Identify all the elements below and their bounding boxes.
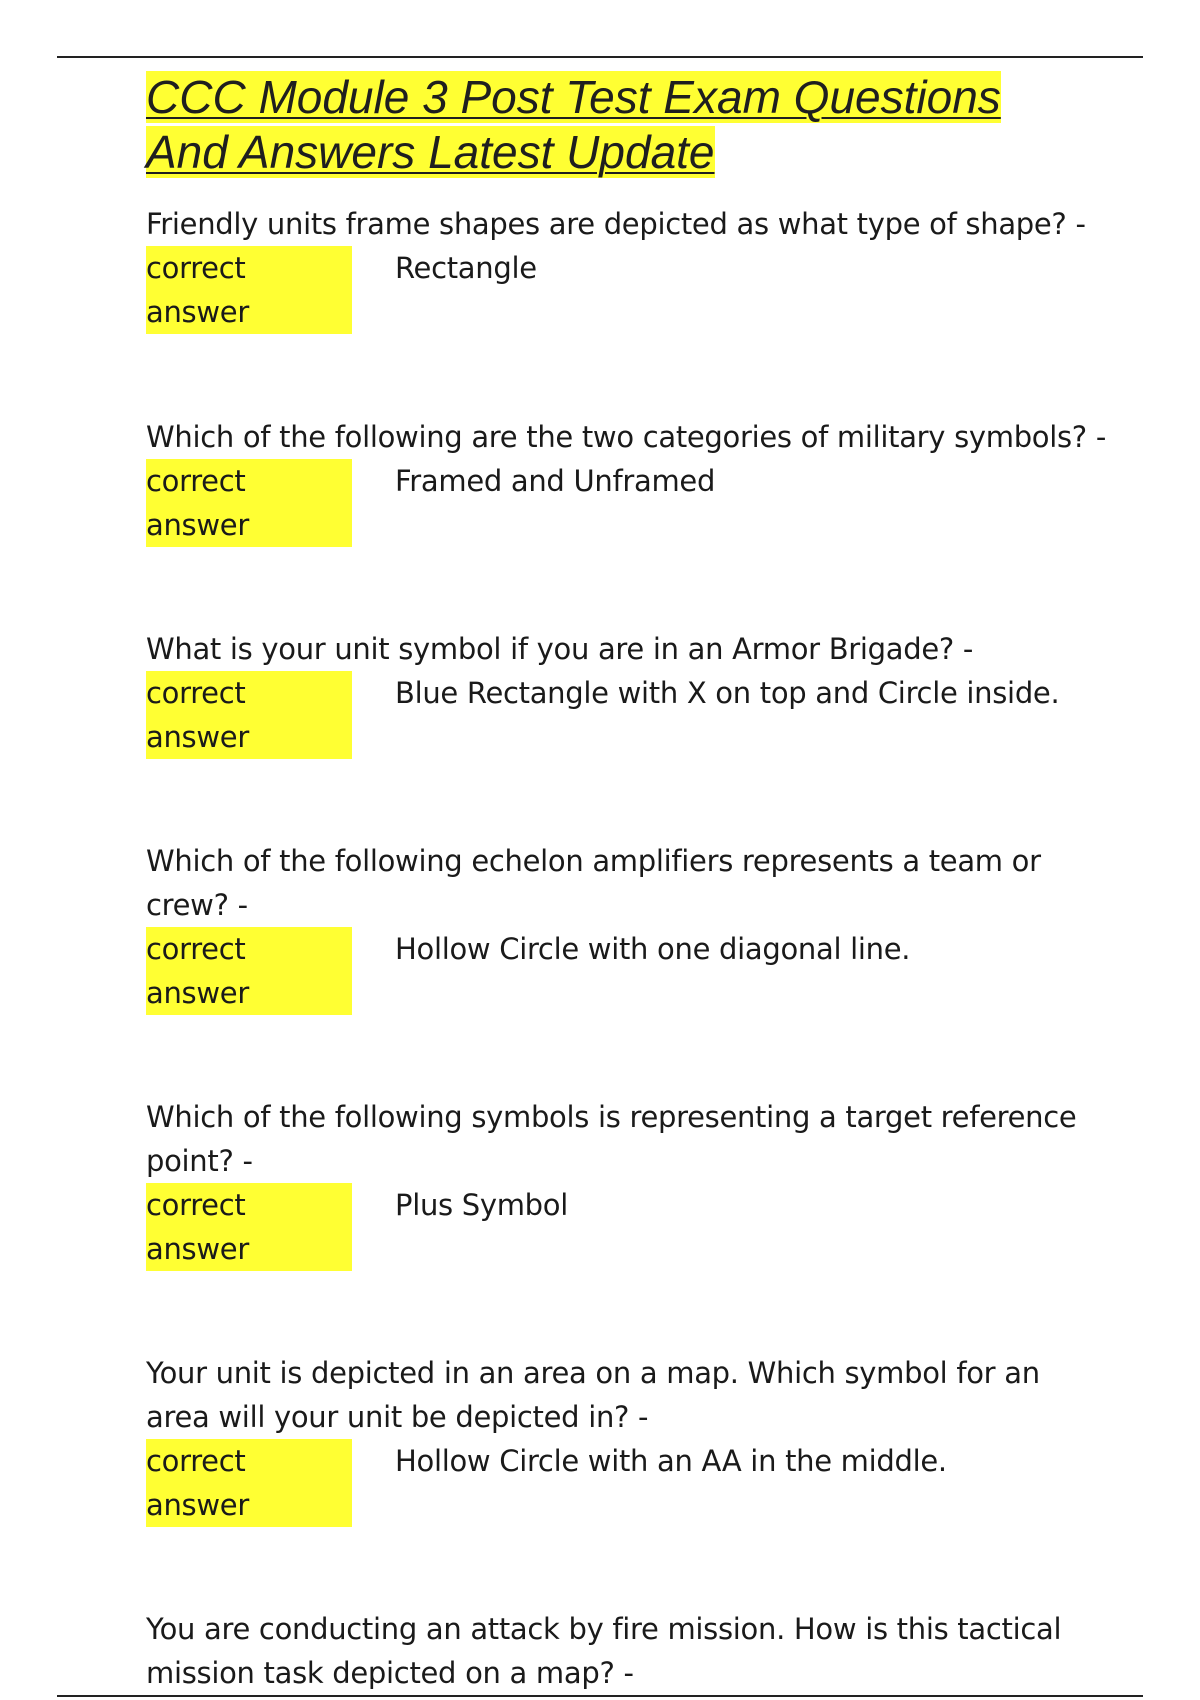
answer-label: correct answer [146,671,352,759]
answer-row [146,246,1146,334]
qa-item-1 [146,202,1146,334]
qa-item-7 [146,1607,1146,1695]
document-body [146,70,1146,1695]
answer-label: correct answer [146,927,352,1015]
answer-text: Rectangle [395,251,537,285]
question-text: Your unit is depicted in an area on a map. Which symbol for an area will your unit be depicted in? - [146,1356,1040,1434]
answer-label: correct answer [146,1183,352,1271]
answer-row [146,1439,1146,1527]
answer-row [146,459,1146,547]
qa-item-6 [146,1351,1146,1527]
qa-item-2 [146,415,1146,547]
question-text: You are conducting an attack by fire mission. How is this tactical mission task depicted on a map? - [146,1612,1062,1690]
answer-label: correct answer [146,1439,352,1527]
question-text: Friendly units frame shapes are depicted as what type of shape? - [146,207,1086,241]
answer-label: correct answer [146,246,352,334]
answer-text: Plus Symbol [395,1188,568,1222]
question-text: Which of the following are the two categories of military symbols? - [146,420,1106,454]
answer-row [146,927,1146,1015]
answer-text: Blue Rectangle with X on top and Circle inside. [395,676,1060,710]
question-text: Which of the following echelon amplifiers represents a team or crew? - [146,844,1041,922]
document-title-line-1: CCC Module 3 Post Test Exam Questions [146,71,1001,123]
qa-item-4 [146,839,1146,1015]
question-text: What is your unit symbol if you are in an Armor Brigade? - [146,632,974,666]
answer-text: Hollow Circle with an AA in the middle. [395,1444,947,1478]
bottom-rule [57,1695,1143,1697]
qa-item-5 [146,1095,1146,1271]
answer-text: Hollow Circle with one diagonal line. [395,932,911,966]
answer-label: correct answer [146,459,352,547]
document-title [146,70,1146,180]
top-rule [57,56,1143,58]
question-text: Which of the following symbols is representing a target reference point? - [146,1100,1077,1178]
qa-item-3 [146,627,1146,759]
answer-row [146,671,1146,759]
document-title-line-2: And Answers Latest Update [146,126,715,178]
answer-text: Framed and Unframed [395,464,716,498]
answer-row [146,1183,1146,1271]
